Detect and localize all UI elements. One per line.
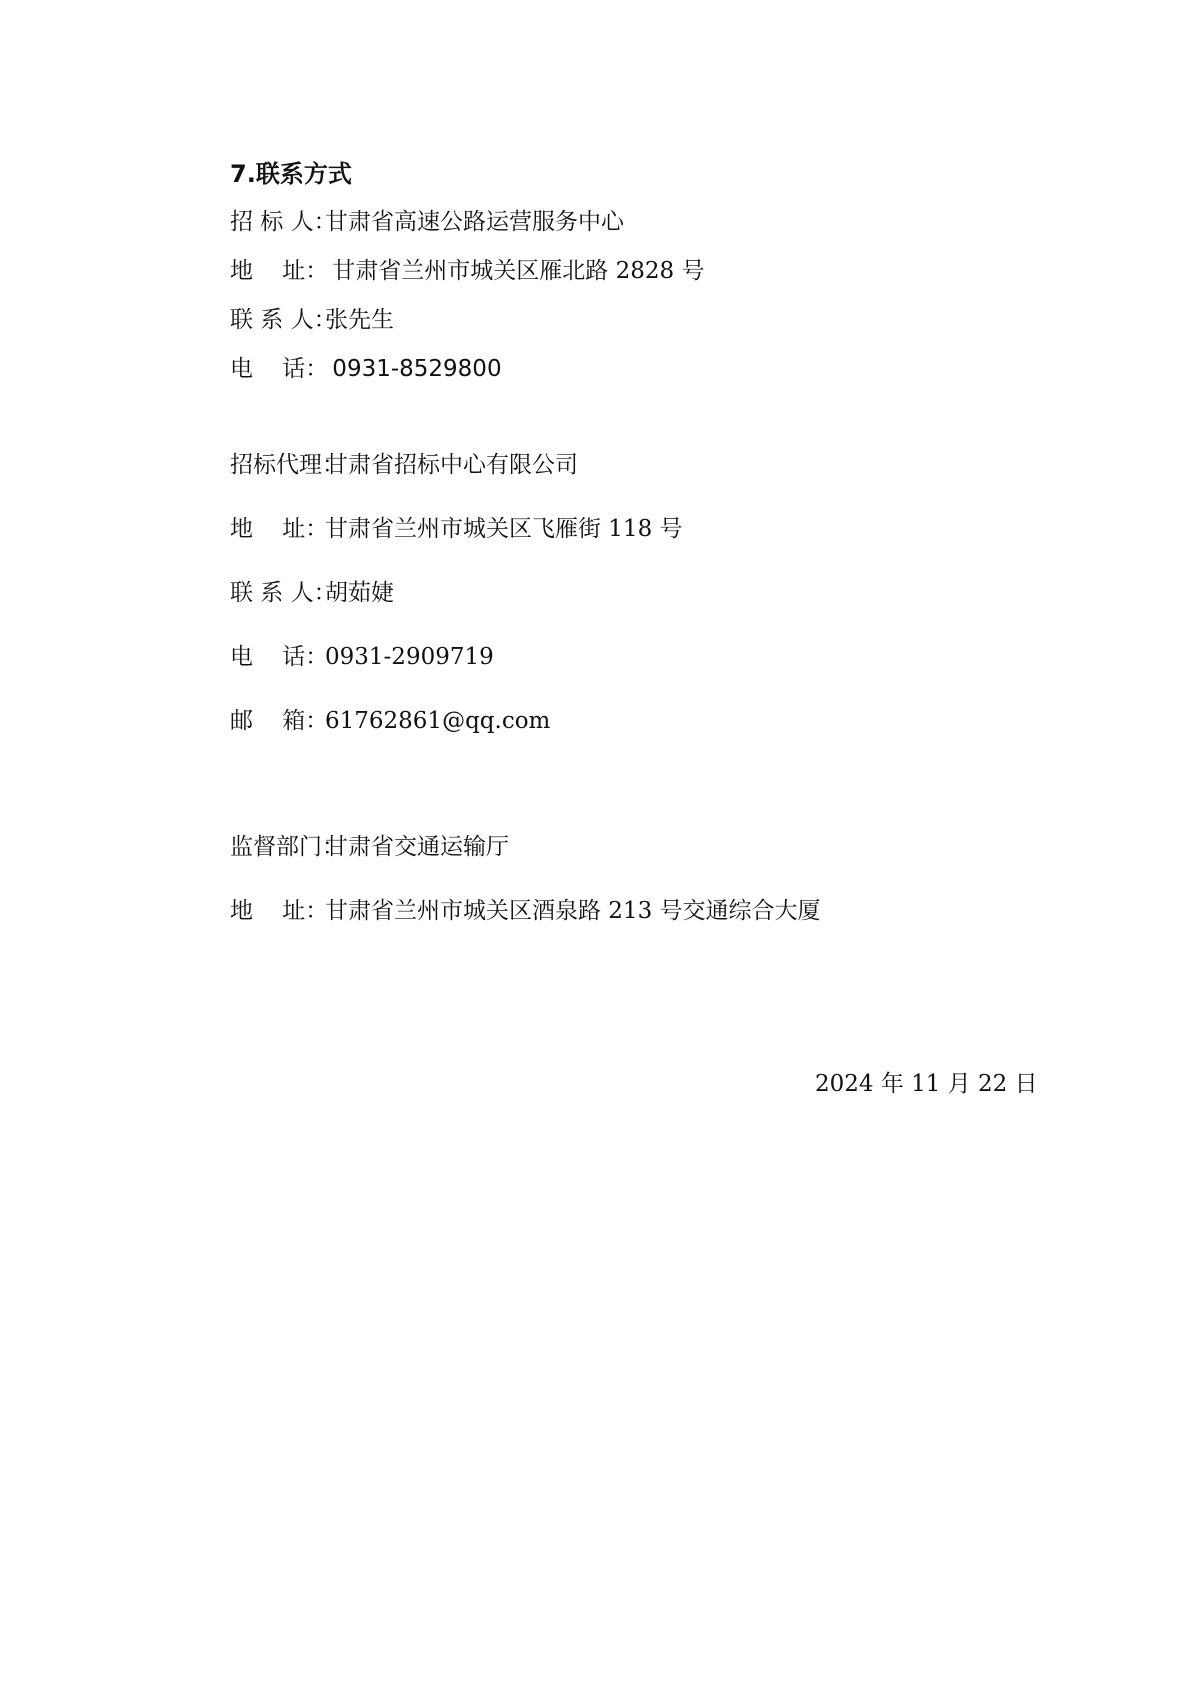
tenderer-address-value: 甘肃省兰州市城关区雁北路 2828 号 <box>325 258 705 284</box>
agent-contact-label: 联 系 人： <box>230 580 337 606</box>
tenderer-name-row <box>230 206 624 238</box>
agent-phone-label: 电 话： <box>230 644 329 670</box>
tenderer-contact-row <box>230 304 394 336</box>
section-title: 7.联系方式 <box>230 160 352 188</box>
tenderer-contact-value: 张先生 <box>325 307 394 333</box>
agent-contact-value: 胡茹婕 <box>325 580 394 606</box>
agent-email-row <box>230 705 550 737</box>
tenderer-name-value: 甘肃省高速公路运营服务中心 <box>325 209 624 235</box>
agent-name-row <box>230 449 578 481</box>
supervisor-name-row <box>230 831 509 863</box>
agent-phone-row <box>230 641 494 673</box>
supervisor-address-row <box>230 895 821 927</box>
tenderer-name-label: 招 标 人： <box>230 209 337 235</box>
agent-email-value: 61762861@qq.com <box>325 708 551 734</box>
supervisor-name-value: 甘肃省交通运输厅 <box>325 834 509 860</box>
tenderer-phone-row <box>230 353 502 385</box>
tenderer-phone-value: 0931-8529800 <box>325 356 502 382</box>
supervisor-name-label: 监督部门： <box>230 834 345 860</box>
agent-contact-row <box>230 577 394 609</box>
tenderer-contact-label: 联 系 人： <box>230 307 337 333</box>
agent-name-value: 甘肃省招标中心有限公司 <box>325 452 578 478</box>
agent-address-label: 地 址： <box>230 516 329 542</box>
tenderer-phone-label: 电 话： <box>230 356 329 382</box>
agent-name-label: 招标代理： <box>230 452 345 478</box>
agent-address-value: 甘肃省兰州市城关区飞雁街 118 号 <box>325 516 683 542</box>
agent-email-label: 邮 箱： <box>230 708 329 734</box>
agent-phone-value: 0931-2909719 <box>325 644 494 670</box>
agent-address-row <box>230 513 683 545</box>
supervisor-address-label: 地 址： <box>230 898 329 924</box>
tenderer-address-label: 地 址： <box>230 258 329 284</box>
document-date: 2024 年 11 月 22 日 <box>815 1071 1038 1097</box>
tenderer-address-row <box>230 255 704 287</box>
supervisor-address-value: 甘肃省兰州市城关区酒泉路 213 号交通综合大厦 <box>325 898 821 924</box>
